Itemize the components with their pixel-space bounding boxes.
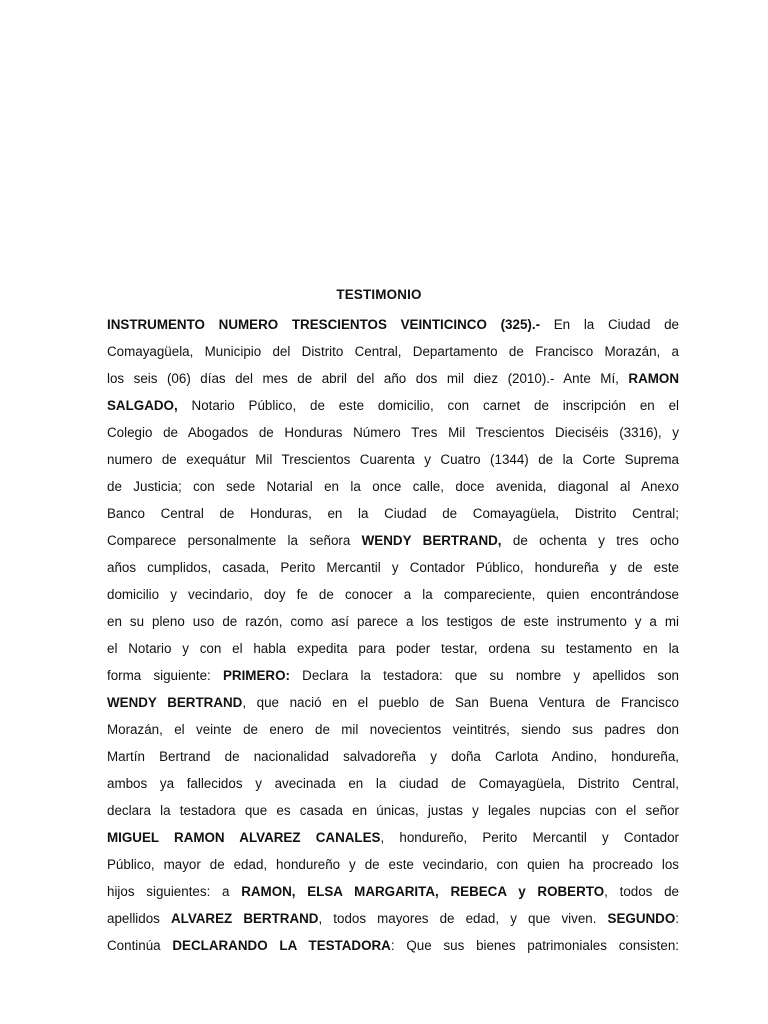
text-segment: Declara la testadora: que su nombre y apellidos son (289, 668, 679, 683)
text-segment: Colegio de Abogados de Honduras Número Tres Mil Trescientos Dieciséis (3316), y (107, 425, 679, 440)
bold-text-segment: ALVAREZ BERTRAND (170, 911, 319, 926)
text-segment: apellidos (107, 911, 171, 926)
text-line (107, 608, 679, 635)
text-line (107, 635, 679, 662)
text-segment: de ochenta y tres ocho (501, 533, 679, 548)
text-line (107, 689, 679, 716)
text-line (107, 932, 679, 959)
bold-text-segment: SEGUNDO (607, 911, 676, 926)
text-line (107, 851, 679, 878)
text-segment: Comayagüela, Municipio del Distrito Central, Departamento de Francisco Morazán, a (107, 344, 679, 359)
bold-text-segment: PRIMERO: (222, 668, 290, 683)
text-segment: : Que sus bienes patrimoniales consisten: (390, 938, 679, 953)
bold-text-segment: WENDY BERTRAND, (361, 533, 502, 548)
text-line (107, 446, 679, 473)
bold-text-segment: RAMON (628, 371, 679, 386)
text-segment: Continúa (107, 938, 173, 953)
text-segment: declara la testadora que es casada en únicas, justas y legales nupcias con el señor (107, 803, 679, 818)
text-segment: , todos mayores de edad, y que viven. (318, 911, 608, 926)
text-segment: Banco Central de Honduras, en la Ciudad de Comayagüela, Distrito Central; (107, 506, 679, 521)
text-segment: el Notario y con el habla expedita para poder testar, ordena su testamento en la (107, 641, 679, 656)
text-segment: Martín Bertrand de nacionalidad salvadoreña y doña Carlota Andino, hondureña, (107, 749, 679, 764)
text-line (107, 581, 679, 608)
bold-text-segment: SALGADO, (107, 398, 178, 413)
text-line (107, 824, 679, 851)
text-segment: ambos ya fallecidos y avecinada en la ciudad de Comayagüela, Distrito Central, (107, 776, 679, 791)
text-line (107, 392, 679, 419)
text-segment: : (675, 911, 679, 926)
text-line (107, 662, 679, 689)
text-line (107, 554, 679, 581)
text-segment: los seis (06) días del mes de abril del año dos mil diez (2010).- Ante Mí, (107, 371, 629, 386)
text-segment: Notario Público, de este domicilio, con carnet de inscripción en el (177, 398, 679, 413)
text-segment: hijos siguientes: a (107, 884, 242, 899)
bold-text-segment: MIGUEL RAMON ALVAREZ CANALES (107, 830, 381, 845)
text-line (107, 770, 679, 797)
text-line (107, 878, 679, 905)
document-title: TESTIMONIO (336, 287, 422, 302)
text-line (107, 905, 679, 932)
text-segment: en su pleno uso de razón, como así parece a los testigos de este instrumento y a mi (107, 614, 679, 629)
text-segment: numero de exequátur Mil Trescientos Cuarenta y Cuatro (1344) de la Corte Suprema (107, 452, 679, 467)
text-line (107, 527, 679, 554)
text-line (107, 365, 679, 392)
bold-text-segment: WENDY BERTRAND (107, 695, 243, 710)
text-segment: Morazán, el veinte de enero de mil novecientos veintitrés, siendo sus padres don (107, 722, 679, 737)
text-segment: domicilio y vecindario, doy fe de conocer a la compareciente, quien encontrándose (107, 587, 679, 602)
text-segment: Comparece personalmente la señora (107, 533, 362, 548)
text-segment: , que nació en el pueblo de San Buena Ventura de Francisco (242, 695, 679, 710)
bold-text-segment: RAMON, ELSA MARGARITA, REBECA y ROBERTO (241, 884, 605, 899)
document-body (107, 311, 679, 959)
text-line (107, 743, 679, 770)
bold-text-segment: DECLARANDO LA TESTADORA (172, 938, 391, 953)
text-line (107, 500, 679, 527)
text-line (107, 797, 679, 824)
text-segment: , todos de (604, 884, 679, 899)
text-line (107, 338, 679, 365)
text-segment: En la Ciudad de (540, 317, 679, 332)
text-line (107, 716, 679, 743)
text-segment: años cumplidos, casada, Perito Mercantil y Contador Público, hondureña y de este (107, 560, 679, 575)
text-line (107, 311, 679, 338)
text-segment: forma siguiente: (107, 668, 223, 683)
text-segment: de Justicia; con sede Notarial en la once calle, doce avenida, diagonal al Anexo (107, 479, 679, 494)
text-line (107, 473, 679, 500)
text-segment: Público, mayor de edad, hondureño y de este vecindario, con quien ha procreado los (107, 857, 679, 872)
text-segment: , hondureño, Perito Mercantil y Contador (380, 830, 679, 845)
bold-text-segment: INSTRUMENTO NUMERO TRESCIENTOS VEINTICINCO (325).- (107, 317, 541, 332)
text-line (107, 419, 679, 446)
